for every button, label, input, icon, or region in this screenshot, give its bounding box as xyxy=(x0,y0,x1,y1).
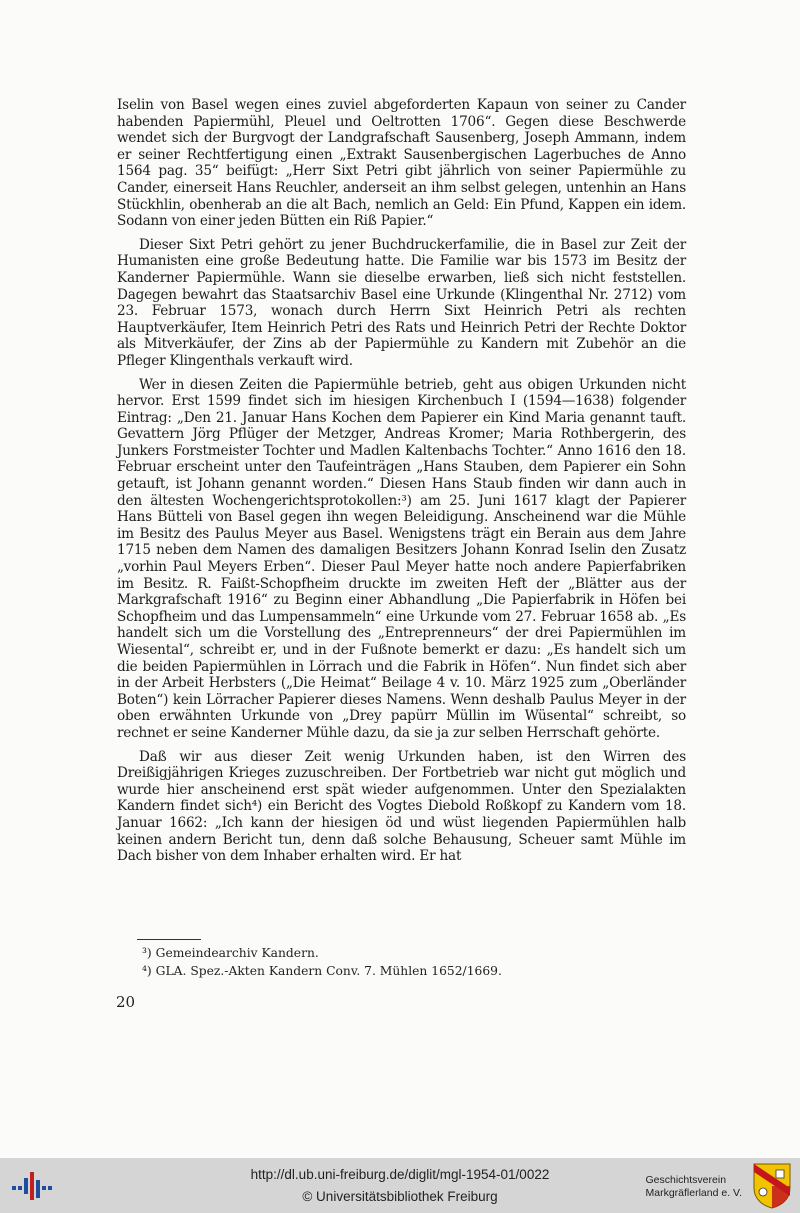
paragraph-2: Dieser Sixt Petri gehört zu jener Buchdruckerfamilie, die in Basel zur Zeit der Humanisten eine große Bedeutung hatte. Die Familie war bis 1573 im Besitz der Kanderner Papiermühle. Wann sie dieselbe erwarben, ließ sich nicht feststellen. Dagegen bewahrt das Staatsarchiv Basel eine Urkunde (Klingenthal Nr. 2712) vom 23. Februar 1573, wonach durch Herrn Sixt Heinrich Petri als rechten Hauptverkäufer, Item Heinrich Petri des Rats und Heinrich Petri der Rechte Doktor als Mitverkäufer, der Zins ab der Papiermühle zu Kandern mit Zubehör an die Pfleger Klingenthals verkauft wird. xyxy=(117,236,686,369)
markgraeflerland-crest-icon xyxy=(752,1162,792,1210)
viewer-footer xyxy=(0,1158,800,1213)
permalink-url[interactable]: http://dl.ub.uni-freiburg.de/diglit/mgl-1954-01/0022 xyxy=(250,1167,550,1182)
footnote-divider xyxy=(137,939,201,940)
publisher-name xyxy=(646,1174,743,1200)
paragraph-1: Iselin von Basel wegen eines zuviel abgeforderten Kapaun von seiner zu Cander habenden Papiermühl, Pleuel und Oeltrotten 1706“. Gegen diese Beschwerde wendet sich der Burgvogt der Landgrafschaft Sausenberg, Joseph Ammann, indem er seiner Rechtfertigung einen „Extrakt Sausenbergischen Lagerbuches de Anno 1564 pag. 35“ beifügt: „Herr Sixt Petri gibt jährlich von seiner Papiermühle zu Cander, einerseit Hans Reuchler, anderseit an ihm selbst gelegen, untenhin an Hans Stückhlin, obenherab an die alt Bach, nemlich an Geld: Ein Pfund, Kappen ein idem. Sodann von einer jeden Bütten ein Riß Papier.“ xyxy=(117,97,686,230)
footnote-4: ⁴) GLA. Spez.-Akten Kandern Conv. 7. Mühlen 1652/1669. xyxy=(142,964,502,978)
page-number: 20 xyxy=(116,993,136,1011)
paragraph-3: Wer in diesen Zeiten die Papiermühle betrieb, geht aus obigen Urkunden nicht hervor. Erst 1599 findet sich im hiesigen Kirchenbuch I (1594—1638) folgender Eintrag: „Den 21. Januar Hans Kochen dem Papierer ein Kind Maria genannt tauft. Gevattern Jörg Pflüger der Metzger, Andreas Kromer; Maria Rothbergerin, des Junkers Forstmeister Tochter und Madlen Kaltenbachs Tochter.“ Anno 1616 den 18. Februar erscheint unter den Taufeinträgen „Hans Stauben, dem Papierer ein Sohn getauft, ist Johann genannt worden.“ Diesen Hans Staub finden wir dann auch in den ältesten Wochengerichtsprotokollen:³) am 25. Juni 1617 klagt der Papierer Hans Bütteli von Basel gegen ihn wegen Beleidigung. Anscheinend war die Mühle im Besitz des Paulus Meyer aus Basel. Wenigstens trägt ein Berain aus dem Jahre 1715 neben dem Namen des damaligen Besitzers Johann Konrad Iselin den Zusatz „vorhin Paul Meyers Erben“. Dieser Paul Meyer hatte noch andere Papierfabriken im Besitz. R. Faißt-Schopfheim druckte im zweiten Heft der „Blätter aus der Markgrafschaft 1916“ zu Beginn einer Abhandlung „Die Papierfabrik in Höfen bei Schopfheim und das Lumpensammeln“ eine Urkunde vom 27. Februar 1658 ab. „Es handelt sich um die Vorstellung des „Entreprenneurs“ der drei Papiermühlen im Wiesental“, schreibt er, und in der Fußnote bemerkt er dazu: „Es handelt sich um die beiden Papiermühlen in Lörrach und die Fabrik in Höfen“. Nun findet sich aber in der Arbeit Herbsters („Die Heimat“ Beilage 4 v. 10. März 1925 zum „Oberländer Boten“) kein Lörracher Papierer dieses Namens. Wenn deshalb Paulus Meyer in der oben erwähnten Urkunde von „Drey papürr Müllin im Wüsental“ schreibt, so rechnet er seine Kanderner Mühle dazu, da sie ja zur selben Herrschaft gehörte. xyxy=(117,376,686,741)
copyright-notice: © Universitätsbibliothek Freiburg xyxy=(302,1189,498,1204)
publisher-line-2: Markgräflerland e. V. xyxy=(645,1187,742,1199)
publisher-line-1: Geschichtsverein xyxy=(645,1174,727,1186)
footnotes xyxy=(142,944,662,980)
paragraph-4: Daß wir aus dieser Zeit wenig Urkunden haben, ist den Wirren des Dreißigjährigen Krieges zuzuschreiben. Der Fortbetrieb war nicht gut möglich und wurde hier anscheinend erst spät wieder aufgenommen. Unter den Spezialakten Kandern findet sich⁴) ein Bericht des Vogtes Diebold Roßkopf zu Kandern vom 18. Januar 1662: „Ich kann der hiesigen öd und wüst liegenden Papiermühlen halb keinen andern Bericht tun, denn daß solche Behausung, Scheuer samt Mühle im Dach bisher von dem Inhaber erhalten wird. Er hat xyxy=(117,748,686,865)
footnote-3: ³) Gemeindearchiv Kandern. xyxy=(142,946,319,960)
body-text xyxy=(117,97,686,872)
